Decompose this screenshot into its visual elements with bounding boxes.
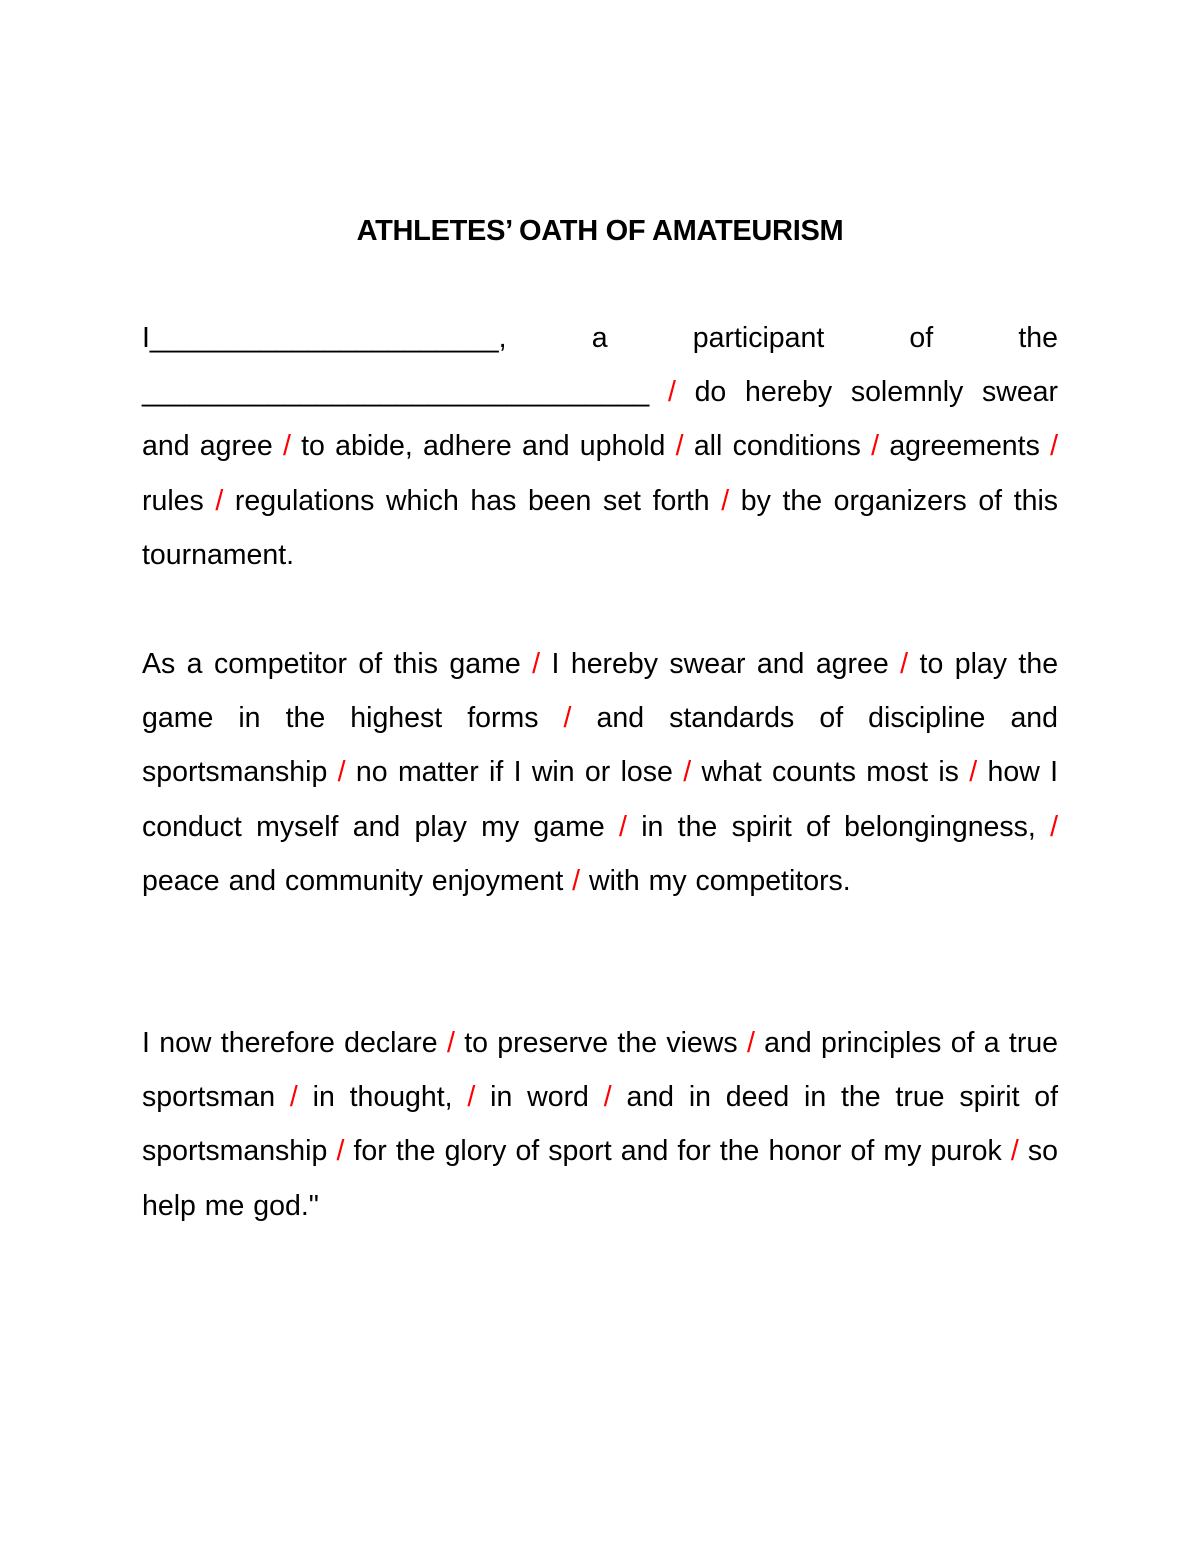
separator-slash: / <box>337 756 346 789</box>
oath-text-segment: for the glory of sport and for the honor of my purok <box>353 1135 1002 1168</box>
oath-text-segment: what counts most is <box>701 756 959 789</box>
separator-slash: / <box>900 648 909 680</box>
oath-text-segment: in the spirit of belongingness, <box>641 810 1036 843</box>
separator-slash: / <box>467 1081 476 1114</box>
oath-text-segment: to play the game in the highest forms <box>142 648 1059 735</box>
separator-slash: / <box>603 1081 612 1114</box>
oath-text-segment: in word <box>490 1081 589 1114</box>
oath-text-segment: and in deed in the true spirit of sportsmanship <box>142 1081 1059 1168</box>
separator-slash: / <box>969 756 978 789</box>
oath-text-segment: and standards of discipline and sportsmanship <box>142 702 1058 789</box>
separator-slash: / <box>572 864 581 897</box>
separator-slash: / <box>746 1027 755 1059</box>
oath-text-segment: I hereby swear and agree <box>551 648 889 680</box>
oath-text-segment: in thought, <box>312 1081 453 1114</box>
separator-slash: / <box>1050 810 1059 843</box>
oath-text-segment: agreements <box>889 430 1040 463</box>
oath-text-segment: by the organizers of this tournament. <box>142 484 1059 571</box>
oath-text-segment: peace and community enjoyment <box>142 864 564 897</box>
oath-text-segment: rules <box>142 484 204 517</box>
separator-slash: / <box>675 430 684 463</box>
separator-slash: / <box>618 810 627 843</box>
oath-text-segment: do hereby solemnly swear and agree <box>142 376 1059 463</box>
oath-paragraph-3 <box>142 1016 1058 1233</box>
oath-text-segment: As a competitor of this game <box>142 648 521 680</box>
separator-slash: / <box>215 484 224 517</box>
oath-paragraph-1 <box>142 311 1058 582</box>
separator-slash: / <box>721 484 730 517</box>
oath-text-segment: I______________________, a participant of the ________________________________ <box>142 322 1058 409</box>
document-title: ATHLETES’ OATH OF AMATEURISM <box>356 215 844 247</box>
separator-slash: / <box>667 376 676 409</box>
oath-text-segment: with my competitors. <box>589 864 851 897</box>
oath-paragraph-2 <box>142 637 1058 908</box>
separator-slash: / <box>446 1027 455 1059</box>
separator-slash: / <box>532 648 541 680</box>
oath-text-segment: to abide, adhere and uphold <box>301 430 666 463</box>
separator-slash: / <box>871 430 880 463</box>
separator-slash: / <box>336 1135 345 1168</box>
oath-text-segment: how I conduct myself and play my game <box>142 756 1059 843</box>
separator-slash: / <box>282 430 291 463</box>
oath-text-segment: so help me god." <box>142 1135 1059 1222</box>
oath-text-segment: no matter if I win or lose <box>355 756 673 789</box>
oath-text-segment: to preserve the views <box>464 1027 738 1059</box>
oath-text-segment: and principles of a true sportsman <box>142 1027 1059 1114</box>
separator-slash: / <box>1050 430 1059 463</box>
oath-text-segment: all conditions <box>693 430 861 463</box>
oath-text-segment: I now therefore declare <box>142 1027 438 1059</box>
oath-text-segment: regulations which has been set forth <box>234 484 710 517</box>
separator-slash: / <box>289 1081 298 1114</box>
separator-slash: / <box>563 702 572 735</box>
separator-slash: / <box>683 756 692 789</box>
separator-slash: / <box>1010 1135 1019 1168</box>
